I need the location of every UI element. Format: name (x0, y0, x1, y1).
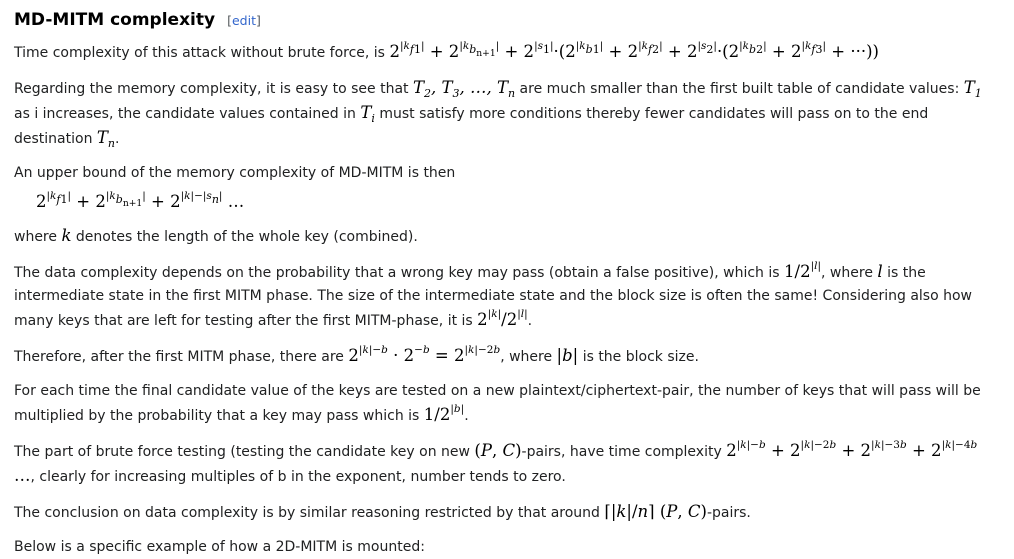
tn-formula: $T_n$ (96, 128, 116, 150)
ti-formula: $T_i$ (360, 103, 375, 125)
brute-force-text-c: clearly for increasing multiples of b in the exponent, number tends to zero. (39, 469, 566, 485)
after-phase-text-c: is the block size. (582, 349, 699, 365)
paragraph-after-first-phase (14, 344, 1000, 369)
paragraph-data-complexity: The data complexity depends on the probability that a wrong key may pass (obtain a false positive), which is $1/2^{|l|}$, where l is the intermediate state in the first MITM phase. The size of the intermediate state and the block size is often the same! Considering also how many keys that are left for testing after the first MITM-phase, it is $2^{|k|}/2^{|l|}$. (14, 260, 972, 329)
key-length-text-a: where (14, 229, 57, 245)
time-complexity-formula: $2^{|k_{f1}|} + 2^{|k_{b_{n+1}}|} + 2^{|s_1|}\cdot(2^{|k_{b1}|} + 2^{|k_{f2}|} + 2^{|s_2|}\cdot(2^{|k_{b2}|} + 2^{|k_{f3}|}$ + ···)) (389, 40, 879, 61)
edit-bracket-open: [ (227, 13, 232, 28)
paragraph-pass-probability: For each time the final candidate value of the keys are tested on a new plaintext/ciphertext-pair, the number of keys that will pass will be multiplied by the probability that a key may pass which is $1/2^{|b|}$. (14, 383, 981, 424)
memory-text-d: must satisfy more conditions thereby fewer candidates will pass on to the end destination (14, 106, 929, 147)
brute-force-text-a: The part of brute force testing (testing the candidate key on new (14, 444, 470, 460)
paragraph-memory-complexity: Regarding the memory complexity, it is easy to see that $T_2$, $T_3$, …, $T_n$ are much smaller than the first built table of candidate values: $T_1$ as i increases, the candidate values contained in $T_i$ must satisfy more conditions thereby fewer candidates will pass on to the end destination $T_n$. (14, 78, 982, 150)
block-size-formula: |b| (556, 346, 579, 365)
after-phase-text-a: Therefore, after the first MITM phase, there are (14, 349, 344, 365)
section-heading-row (14, 10, 1000, 30)
section-title: MD-MITM complexity (14, 10, 216, 30)
edit-section-link[interactable]: edit (231, 13, 256, 28)
example-intro-text: Below is a specific example of how a 2D-MITM is mounted: (14, 539, 425, 555)
after-phase-formula: $2^{|k|-b} \cdot 2^{-b} = 2^{|k|-2b}$ (348, 344, 501, 365)
data-complexity-text-b: , where (821, 265, 873, 281)
paragraph-time-complexity (14, 40, 1000, 65)
upper-bound-text: An upper bound of the memory complexity of MD-MITM is then (14, 165, 456, 181)
memory-text-b: are much smaller than the first built table of candidate values: (519, 81, 960, 97)
key-length-text-b: denotes the length of the whole key (combined). (75, 229, 418, 245)
ceil-formula: ⌈|k|/n⌉ (P, C) (604, 502, 707, 521)
keys-left-formula: $2^{|k|}/2^{|l|}$ (477, 308, 528, 329)
paragraph-example-intro (14, 536, 1000, 559)
tables-formula: $T_2$, $T_3$, …, $T_n$ (412, 78, 516, 100)
time-complexity-text: Time complexity of this attack without brute force, is (14, 45, 385, 61)
brute-force-formula: $2^{|k|-b} + 2^{|k|-2b} + 2^{|k|-3b} + 2^{|k|-4b}$ … (14, 439, 978, 485)
pass-probability-text: For each time the final candidate value of the keys are tested on a new plaintext/ciphertext-pair, the number of keys that will pass will be multiplied by the probability that a key may pass which is (14, 383, 981, 424)
pass-probability-formula: $1/2^{|b|}$ (423, 403, 465, 424)
memory-text-c: as i increases, the candidate values contained in (14, 106, 356, 122)
paragraph-upper-bound (14, 162, 1000, 185)
data-complexity-text-c: is the intermediate state in the first MITM phase. The size of the intermediate state and the block size is often the same! Considering also how many keys that are left for testing after the first MITM-phase, it is (14, 265, 972, 329)
edit-bracket-close: ] (255, 13, 261, 28)
memory-bound-formula: $2^{|k_{f1}|} + 2^{|k_{b_{n+1}}|} + 2^{|k|-|s_n|}$ … (36, 190, 245, 211)
paragraph-brute-force: The part of brute force testing (testing the candidate key on new (P, C)-pairs, have time complexity $2^{|k|-b} + 2^{|k|-2b} + 2^{|k|-3b} + 2^{|k|-4b}$ …, clearly for increasing multiples of b in the exponent, number tends to zero. (14, 439, 978, 485)
paragraph-key-length (14, 224, 1000, 249)
memory-text-a: Regarding the memory complexity, it is easy to see that (14, 81, 409, 97)
data-complexity-text-a: The data complexity depends on the probability that a wrong key may pass (obtain a false positive), which is (14, 265, 780, 281)
paragraph-conclusion (14, 500, 1000, 525)
l-variable: l (877, 262, 883, 281)
brute-force-text-b: -pairs, have time complexity (521, 444, 722, 460)
k-variable: k (61, 226, 72, 245)
conclusion-text-a: The conclusion on data complexity is by similar reasoning restricted by that around (14, 505, 600, 521)
edit-section-control (227, 13, 261, 28)
conclusion-text-b: -pairs. (706, 505, 751, 521)
pc-pair-formula: (P, C) (474, 441, 522, 460)
t1-formula: $T_1$ (963, 78, 982, 100)
false-positive-formula: $1/2^{|l|}$ (784, 260, 822, 281)
after-phase-text-b: , where (500, 349, 553, 365)
